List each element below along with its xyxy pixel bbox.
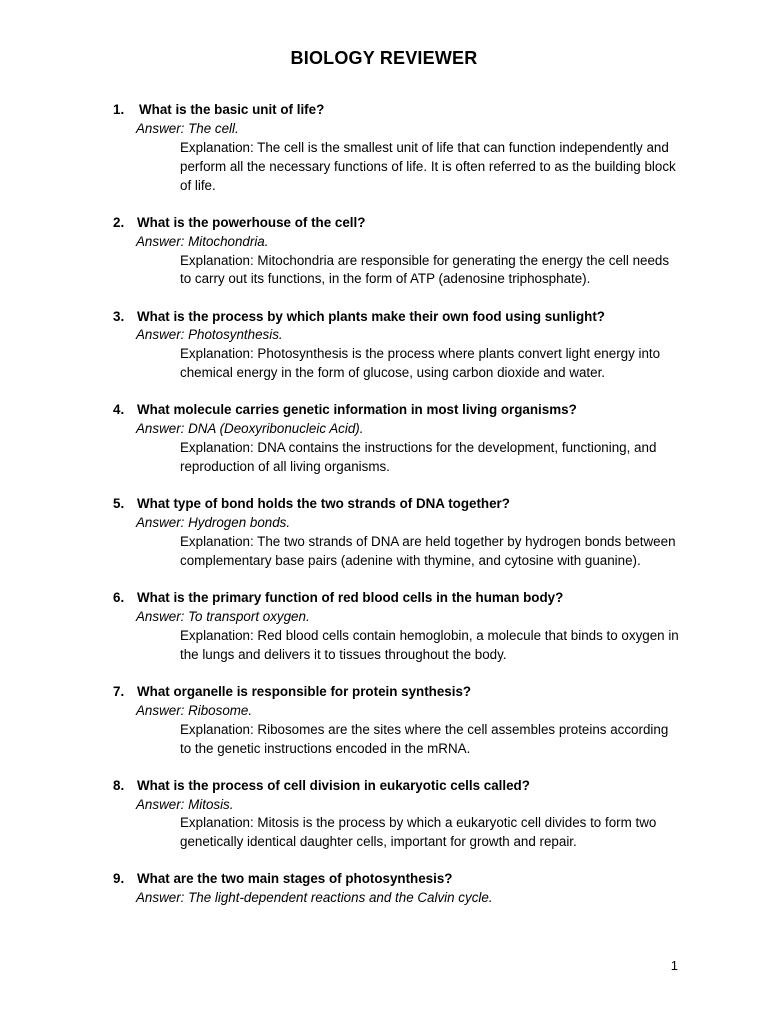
question-item-2 — [113, 214, 693, 290]
question-text: What is the primary function of red blood cells in the human body? — [137, 589, 564, 605]
question-line — [113, 308, 693, 327]
question-line — [113, 777, 693, 796]
question-item-1 — [113, 101, 693, 196]
question-line — [113, 401, 693, 420]
question-item-3 — [113, 308, 693, 384]
question-item-4 — [113, 401, 693, 477]
question-number: 6. — [113, 589, 125, 605]
question-text: What molecule carries genetic information in most living organisms? — [137, 402, 577, 418]
question-number: 5. — [113, 496, 125, 512]
question-number: 9. — [113, 871, 125, 887]
question-line — [113, 870, 693, 889]
question-line — [113, 683, 693, 702]
answer-text: Answer: Photosynthesis. — [136, 327, 283, 343]
question-text: What organelle is responsible for protein synthesis? — [137, 683, 472, 699]
question-line — [113, 589, 693, 608]
question-list — [113, 101, 693, 926]
question-number: 1. — [113, 102, 125, 117]
explanation-text: Explanation: The two strands of DNA are held together by hydrogen bonds between complementary base pairs (adenine with thymine, and cytosine with guanine). — [180, 533, 676, 568]
question-text: What type of bond holds the two strands of DNA together? — [137, 496, 510, 512]
answer-text: Answer: Hydrogen bonds. — [136, 515, 291, 531]
explanation-text: Explanation: Mitosis is the process by which a eukaryotic cell divides to form two genetically identical daughter cells, important for growth and repair. — [180, 815, 657, 850]
page-number: 1 — [670, 958, 678, 973]
explanation-text: Explanation: Ribosomes are the sites where the cell assembles proteins according to the genetic instructions encoded in the mRNA. — [180, 721, 669, 756]
question-number: 8. — [113, 777, 125, 793]
answer-text: Answer: To transport oxygen. — [136, 608, 310, 624]
question-line — [113, 214, 693, 233]
question-item-7 — [113, 683, 693, 759]
question-line — [113, 495, 693, 514]
answer-text: Answer: The cell. — [136, 120, 239, 136]
page-title: BIOLOGY REVIEWER — [290, 48, 478, 68]
question-text: What are the two main stages of photosynthesis? — [137, 871, 453, 887]
question-text: What is the process of cell division in eukaryotic cells called? — [137, 777, 530, 793]
answer-text: Answer: Mitochondria. — [136, 233, 269, 249]
question-text: What is the basic unit of life? — [139, 102, 325, 117]
question-item-9 — [113, 870, 693, 908]
explanation-text: Explanation: Mitochondria are responsible for generating the energy the cell needs to carry out its functions, in the form of ATP (adenosine triphosphate). — [180, 252, 670, 287]
explanation-text: Explanation: The cell is the smallest unit of life that can function independently and perform all the necessary functions of life. It is often referred to as the building block of life. — [180, 139, 676, 193]
question-number: 7. — [113, 683, 125, 699]
answer-text: Answer: Ribosome. — [136, 702, 253, 718]
explanation-text: Explanation: Photosynthesis is the process where plants convert light energy into chemical energy in the form of glucose, using carbon dioxide and water. — [180, 346, 661, 381]
question-item-5 — [113, 495, 693, 571]
answer-text: Answer: Mitosis. — [136, 796, 234, 812]
question-item-6 — [113, 589, 693, 665]
question-number: 2. — [113, 214, 125, 230]
question-text: What is the process by which plants make their own food using sunlight? — [137, 308, 605, 324]
question-line — [113, 101, 693, 120]
explanation-text: Explanation: Red blood cells contain hemoglobin, a molecule that binds to oxygen in the lungs and delivers it to tissues throughout the body. — [180, 627, 679, 662]
answer-text: Answer: The light-dependent reactions and the Calvin cycle. — [136, 890, 493, 906]
explanation-text: Explanation: DNA contains the instructions for the development, functioning, and reproduction of all living organisms. — [180, 440, 657, 475]
question-item-8 — [113, 777, 693, 853]
answer-text: Answer: DNA (Deoxyribonucleic Acid). — [136, 421, 364, 437]
question-number: 3. — [113, 308, 125, 324]
question-text: What is the powerhouse of the cell? — [137, 214, 366, 230]
question-number: 4. — [113, 402, 125, 418]
